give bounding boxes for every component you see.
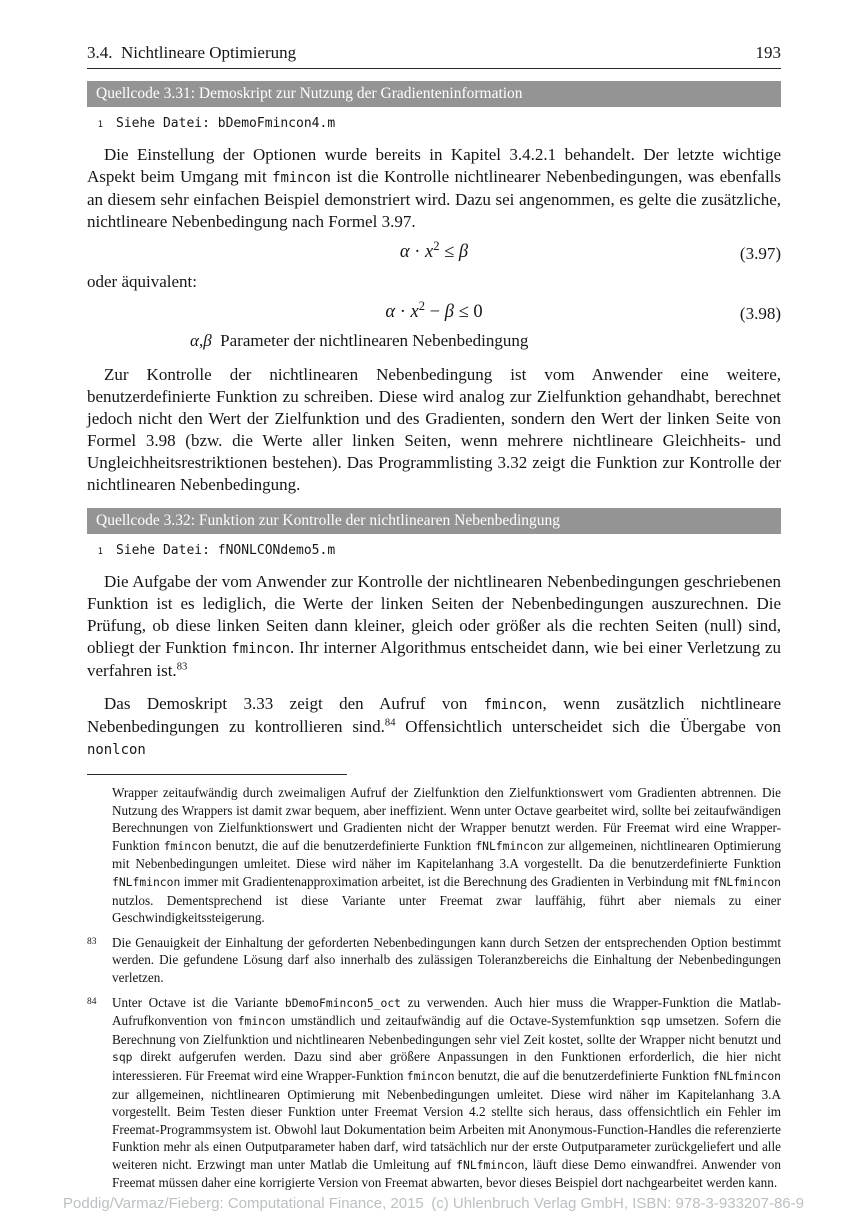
page-header: [87, 42, 781, 69]
parameters-definition-line: α,β Parameter der nichtlinearen Nebenbedingung: [190, 331, 529, 350]
paragraph-user-function-task: Die Aufgabe der vom Anwender zur Kontrolle der nichtlinearen Nebenbedingungen geschriebenen Funktion ist es lediglich, die Werte der linken Seiten der Nebenbedingungen auszurechnen. Die Prüfung, ob diese linken Seiten dann kleiner, gleich oder größer als die rechten Seiten (null) sind, obliegt der Funktion fmincon. Ihr interner Algorithmus entscheidet dann, wie bei einer Verletzung zu verfahren ist.$^{83}$: [87, 572, 781, 680]
formula-398: [87, 299, 781, 325]
listing-331-title-bar: Quellcode 3.31: Demoskript zur Nutzung der Gradienteninformation: [87, 81, 781, 107]
footnote-marker: [87, 784, 112, 927]
page-number: 193: [755, 43, 781, 62]
equation-number-397: (3.97): [739, 244, 781, 263]
listing-332-code-line: [95, 543, 781, 560]
formula-397-body: $\alpha \cdot x^2 \le \beta$: [399, 238, 469, 262]
footnote-text: Die Genauigkeit der Einhaltung der geforderten Nebenbedingungen kann durch Setzen der entsprechenden Option bestimmt werden. Die gefundene Lösung darf also innerhalb des zulässigen Toleranzbereichs die Einhaltung der Nebenbedingungen verletzen.: [112, 934, 781, 985]
footnote-84: [87, 994, 781, 1193]
equivalent-label: oder äquivalent:: [87, 272, 197, 291]
listing-line-number: 1: [97, 120, 103, 130]
listing-line-number: 1: [97, 547, 103, 557]
section-title: 3.4. Nichtlineare Optimierung: [87, 43, 297, 62]
formula-397: [87, 239, 781, 265]
paragraph-demoscript-333: Das Demoskript 3.33 zeigt den Aufruf von fmincon, wenn zusätzlich nichtlineare Nebenbedingungen zu kontrollieren sind.$^{84}$ Offensichtlich unterscheidet sich die Übergabe von nonlcon: [87, 694, 782, 758]
formula-398-body: $\alpha \cdot x^2 - \beta \le 0$: [385, 298, 483, 322]
footer-credit: Poddig/Varmaz/Fieberg: Computational Finance, 2015 (c) Uhlenbruch Verlag GmbH, ISBN: 978-3-933207-86-9: [63, 1195, 804, 1212]
listing-331-code-line: [95, 116, 781, 133]
paragraph-options-setting: Die Einstellung der Optionen wurde bereits in Kapitel 3.4.2.1 behandelt. Der letzte wichtige Aspekt beim Umgang mit fmincon ist die Kontrolle nichtlinearer Nebenbedingungen, was ebenfalls an diesem sehr einfachen Beispiel demonstriert wird. Dazu sei angenommen, es gelte die zusätzliche, nichtlineare Nebenbedingung nach Formel 3.97.: [87, 145, 782, 231]
equation-number-398: (3.98): [739, 304, 781, 323]
listing-code-text: Siehe Datei: fNONLCONdemo5.m: [116, 543, 336, 558]
footnote-marker: 84: [87, 996, 97, 1007]
footnote-83: [87, 934, 781, 987]
listing-code-text: Siehe Datei: bDemoFmincon4.m: [116, 116, 336, 131]
footnote-rule: [87, 774, 347, 775]
footnote-marker: 83: [87, 936, 97, 947]
footnote-text: Wrapper zeitaufwändig durch zweimaligen Aufruf der Zielfunktion den Zielfunktionswert vom Gradienten abtrennen. Die Nutzung des Wrappers ist damit zwar bequem, aber ineffizient. Wenn unter Octave gearbeitet wird, sollte bei zeitaufwändigen Berechnungen von Zielfunktionswert und Gradienten nicht der Wrapper benutzt werden. Für Freemat wird eine Wrapper-Funktion fmincon benutzt, die auf die benutzerdefinierte Funktion fNLfmincon zur allgemeinen, nichtlinearen Optimierung mit Nebenbedingungen umleitet. Diese wird näher im Kapitelanhang 3.A vorgestellt. Da die benutzerdefinierte Funktion fNLfmincon immer mit Gradientenapproximation arbeitet, ist die Berechnung des Gradienten in Verbindung mit fNLfmincon nutzlos. Dementsprechend ist diese Variante unter Freemat zwar lauffähig, führt aber niemals zu einer Geschwindigkeitssteigerung.: [112, 785, 781, 926]
listing-332-title-bar: Quellcode 3.32: Funktion zur Kontrolle der nichtlinearen Nebenbedingung: [87, 508, 781, 534]
paragraph-constraint-control: Zur Kontrolle der nichtlinearen Nebenbedingung ist vom Anwender eine weitere, benutzerdefinierte Funktion zu schreiben. Diese wird analog zur Zielfunktion gehandhabt, berechnet jedoch nicht den Wert der Zielfunktion und des Gradienten, sondern den Wert der linken Seite von Formel 3.98 (bzw. die Werte aller linken Seiten, wenn mehrere nichtlineare Gleichheits- und Ungleichheitsrestriktionen bestehen). Das Programmlisting 3.32 zeigt die Funktion zur Kontrolle der nichtlinearen Nebenbedingung.: [87, 365, 781, 494]
footnote-text: Unter Octave ist die Variante bDemoFmincon5_oct zu verwenden. Auch hier muss die Wrapper-Funktion die Matlab-Aufrufkonvention von fmincon umständlich und zeitaufwändig auf die Octave-Systemfunktion sqp umsetzen. Sofern die Berechnung von Zielfunktion und nichtlinearen Nebenbedingungen sehr viel Zeit kostet, sollte der Wrapper nicht benutzt und sqp direkt aufgerufen werden. Dazu sind aber größere Anpassungen in den Funktionen erforderlich, die hier nicht interessieren. Für Freemat wird eine Wrapper-Funktion fmincon benutzt, die auf die benutzerdefinierte Funktion fNLfmincon zur allgemeinen, nichtlinearen Optimierung mit Nebenbedingungen umleitet. Diese wird näher im Kapitelanhang 3.A vorgestellt. Beim Testen dieser Funktion unter Freemat Version 4.2 stellte sich heraus, dass offensichtlich ein Fehler im Freemat-Programmsystem ist. Obwohl laut Dokumentation beim Arbeiten mit Anonymous-Function-Handles die referenzierte Funktion mehr als einen Outputparameter haben darf, wird tatsächlich nur der erste Outputparameter zurückgeliefert und alle weiteren nicht. Erzwingt man unter Matlab die Umleitung auf fNLfmincon, läuft diese Demo einwandfrei. Anwender von Freemat müssen daher eine korrigierte Version von Freemat abwarten, bevor dieses Beispiel dort nachgearbeitet werden kann.: [112, 994, 781, 1191]
footnote-continuation: [87, 784, 781, 927]
